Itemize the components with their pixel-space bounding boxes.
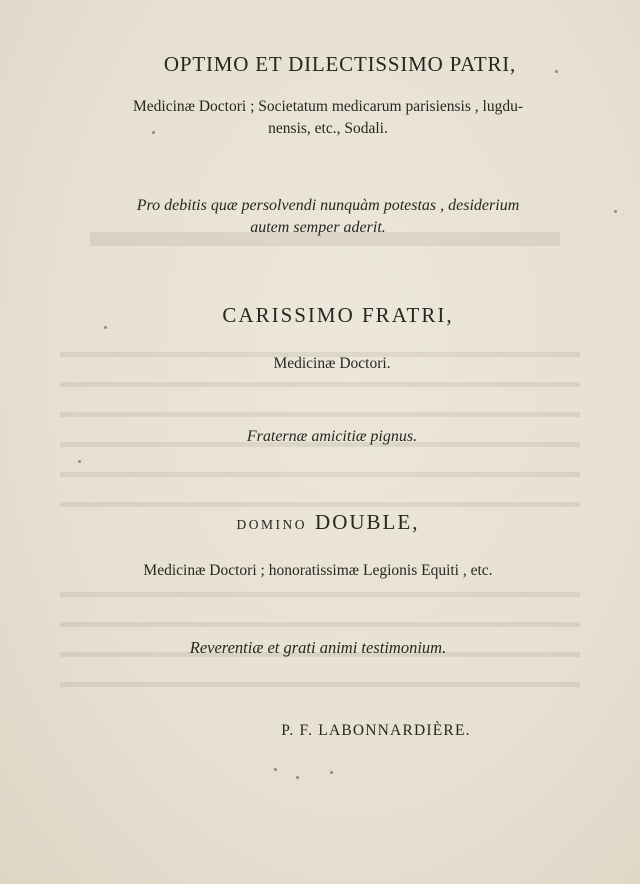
father-motto-line-2: autem semper aderit. — [250, 219, 386, 236]
patron-heading — [8, 510, 640, 535]
paper-speck — [104, 326, 107, 329]
patron-title: Medicinæ Doctori ; honoratissimæ Legionis Equiti , etc. — [143, 562, 493, 579]
patron-prefix: DOMINO — [236, 517, 308, 532]
author-signature: P. F. LABONNARDIÈRE. — [281, 722, 471, 739]
father-motto-line-1: Pro debitis quæ persolvendi nunquàm potestas , desiderium — [136, 197, 520, 214]
brother-title: Medicinæ Doctori. — [273, 355, 391, 372]
paper-speck — [296, 776, 299, 779]
paper-speck — [614, 210, 617, 213]
brother-motto: Fraternæ amicitiæ pignus. — [246, 428, 418, 445]
paper-speck — [78, 460, 81, 463]
patron-name: DOUBLE, — [315, 510, 420, 534]
paper-speck — [330, 771, 333, 774]
patron-motto: Reverentiæ et grati animi testimonium. — [189, 638, 447, 657]
dedication-heading: OPTIMO ET DILECTISSIMO PATRI, — [163, 52, 517, 76]
paper-speck — [152, 131, 155, 134]
paper-speck — [274, 768, 277, 771]
father-titles-line-2: nensis, etc., Sodali. — [268, 120, 388, 137]
father-titles-line-1: Medicinæ Doctori ; Societatum medicarum parisiensis , lugdu- — [132, 98, 523, 115]
paper-speck — [555, 70, 558, 73]
brother-heading: CARISSIMO FRATRI, — [222, 303, 454, 327]
